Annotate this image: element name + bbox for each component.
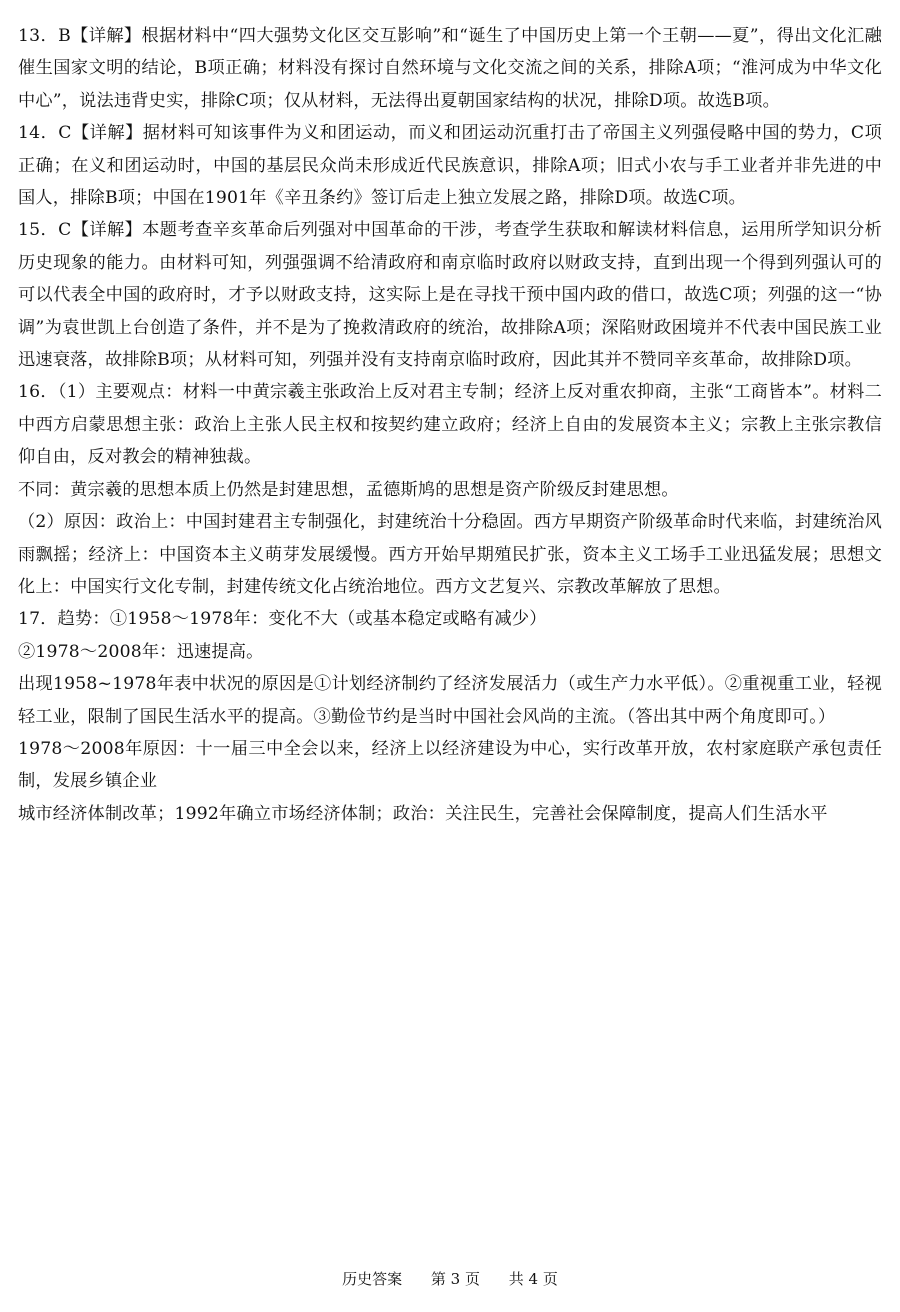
answer-17-trend-2: ②1978～2008年：迅速提高。 — [18, 641, 264, 662]
footer-page-number: 第 3 页 — [430, 1270, 480, 1288]
answer-17-reason-1978: 1978～2008年原因：十一届三中全会以来，经济上以经济建设为中心，实行改革开放，农村家庭联产承包责任制，发展乡镇企业 — [18, 738, 882, 792]
footer-total-pages: 共 4 页 — [508, 1270, 558, 1288]
answer-16-part1: 16．（1）主要观点：材料一中黄宗羲主张政治上反对君主专制；经济上反对重农抑商，主张“工商皆本”。材料二中西方启蒙思想主张：政治上主张人民主权和按契约建立政府；经济上自由的发展资本主义；宗教上主张宗教信仰自由，反对教会的精神独裁。 — [18, 382, 882, 468]
answer-17-reason-city: 城市经济体制改革；1992年确立市场经济体制；政治：关注民生，完善社会保障制度，提高人们生活水平 — [18, 803, 828, 824]
answer-17-trend-1: 17．趋势：①1958～1978年：变化不大（或基本稳定或略有减少） — [18, 609, 547, 630]
answer-13: 13．B【详解】根据材料中“四大强势文化区交互影响”和“诞生了中国历史上第一个王朝——夏”，得出文化汇融催生国家文明的结论，B项正确；材料没有探讨自然环境与文化交流之间的关系，排除A项；“淮河成为中华文化中心”，说法违背史实，排除C项；仅从材料，无法得出夏朝国家结构的状况，排除D项。故选B项。 — [18, 26, 882, 111]
answer-16-difference: 不同：黄宗羲的思想本质上仍然是封建思想，孟德斯鸠的思想是资产阶级反封建思想。 — [18, 479, 679, 500]
page-footer — [0, 1268, 900, 1289]
answer-17-reason-1958: 出现1958~1978年表中状况的原因是①计划经济制约了经济发展活力（或生产力水平低）。②重视重工业，轻视轻工业，限制了国民生活水平的提高。③勤俭节约是当时中国社会风尚的主流。（答出其中两个角度即可。） — [18, 674, 882, 727]
answer-15: 15．C【详解】本题考查辛亥革命后列强对中国革命的干涉，考查学生获取和解读材料信息，运用所学知识分析历史现象的能力。由材料可知，列强强调不给清政府和南京临时政府以财政支持，直到出现一个得到列强认可的可以代表全中国的政府时，才予以财政支持，这实际上是在寻找干预中国内政的借口，故选C项；列强的这一“协调”为袁世凯上台创造了条件，并不是为了挽救清政府的统治，故排除A项；深陷财政困境并不代表中国民族工业迅速衰落，故排除B项；从材料可知，列强并没有支持南京临时政府，因此其并不赞同辛亥革命，故排除D项。 — [18, 220, 882, 371]
answer-14: 14．C【详解】据材料可知该事件为义和团运动，而义和团运动沉重打击了帝国主义列强侵略中国的势力，C项正确；在义和团运动时，中国的基层民众尚未形成近代民族意识，排除A项；旧式小农与手工业者并非先进的中国人，排除B项；中国在1901年《辛丑条约》签订后走上独立发展之路，排除D项。故选C项。 — [18, 123, 882, 209]
answer-page — [18, 20, 882, 830]
footer-subject: 历史答案 — [342, 1270, 403, 1288]
answer-16-part2: （2）原因：政治上：中国封建君主专制强化，封建统治十分稳固。西方早期资产阶级革命时代来临，封建统治风雨飘摇；经济上：中国资本主义萌芽发展缓慢。西方开始早期殖民扩张，资本主义工场手工业迅猛发展；思想文化上：中国实行文化专制，封建传统文化占统治地位。西方文艺复兴、宗教改革解放了思想。 — [18, 512, 882, 597]
